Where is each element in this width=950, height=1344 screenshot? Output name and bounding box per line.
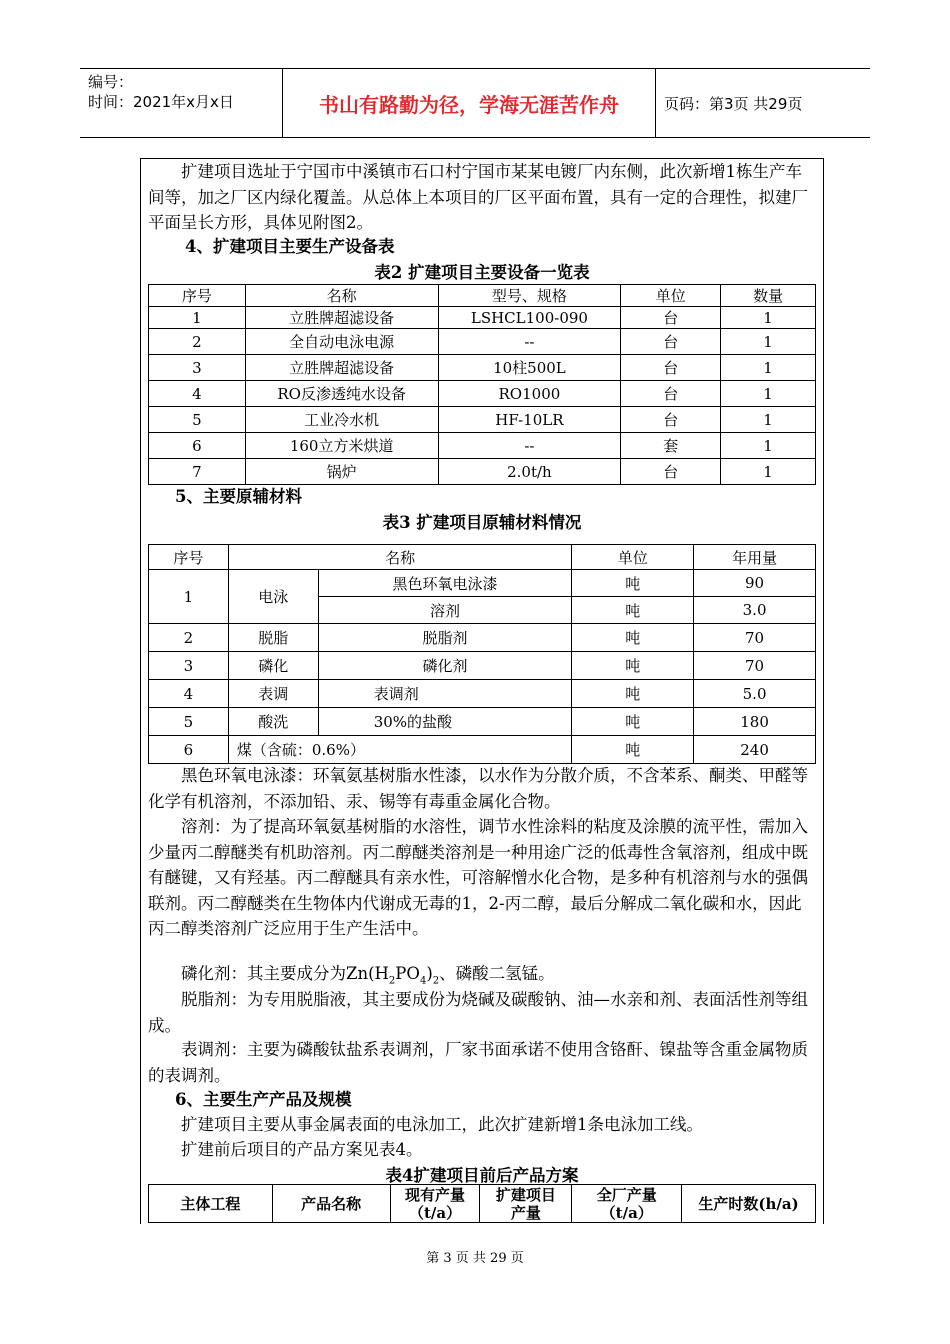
- t4-header-current-output: 现有产量 （t/a）: [390, 1185, 480, 1223]
- t3-header-unit: 单位: [572, 545, 694, 570]
- t2-cell: 工业冷水机: [245, 407, 438, 433]
- page-footer: 第 3 页 共 29 页: [426, 1251, 524, 1266]
- paragraph-degreasing: 脱脂剂：为专用脱脂液，其主要成份为烧碱及碳酸钠、油—水亲和剂、表面活性剂等组成。: [148, 990, 808, 1035]
- t2-cell: 台: [621, 329, 721, 355]
- t2-cell: 2.0t/h: [438, 459, 621, 485]
- t2-cell: 4: [149, 381, 246, 407]
- t3-header-qty: 年用量: [694, 545, 816, 570]
- t3-cell: 煤（含硫：0.6%）: [228, 736, 572, 764]
- t3-cell: 黑色环氧电泳漆: [318, 570, 572, 597]
- paragraph-products-1: 扩建项目主要从事金属表面的电泳加工，此次扩建新增1条电泳加工线。: [181, 1115, 703, 1134]
- t2-header-no: 序号: [149, 285, 246, 307]
- t2-cell: RO1000: [438, 381, 621, 407]
- page-header: [80, 68, 870, 138]
- t2-cell: HF-10LR: [438, 407, 621, 433]
- t2-cell: 1: [721, 355, 816, 381]
- t3-cell: 70: [694, 624, 816, 652]
- t2-cell: 套: [621, 433, 721, 459]
- paragraph-phosphating: 磷化剂：其主要成分为$Zn(H_2PO_4)_2$、磷酸二氢锰。: [181, 964, 555, 987]
- t3-cell: 2: [149, 624, 229, 652]
- section-6-heading: 6、主要生产产品及规模: [175, 1090, 352, 1109]
- t2-cell: 锅炉: [245, 459, 438, 485]
- t3-cell: 溶剂: [318, 597, 572, 624]
- t3-cell: 30%的盐酸: [318, 708, 572, 736]
- t4-header-expansion-output: 扩建项目 产量: [480, 1185, 572, 1223]
- t3-cell: 90: [694, 570, 816, 597]
- materials-table: [148, 544, 816, 764]
- t2-cell: 1: [721, 407, 816, 433]
- t2-header-model: 型号、规格: [438, 285, 621, 307]
- paragraph-products-2: 扩建前后项目的产品方案见表4。: [181, 1140, 423, 1159]
- t3-header-name: 名称: [228, 545, 572, 570]
- paragraph-solvent: 溶剂：为了提高环氧氨基树脂的水溶性，调节水性涂料的粘度及涂膜的流平性，需加入少量丙二醇醚类有机助溶剂。丙二醇醚类溶剂是一种用途广泛的低毒性含氧溶剂，组成中既有醚键，又有羟基。丙二醇醚具有亲水性，可溶解憎水化合物，是多种有机溶剂与水的强偶联剂。丙二醇醚类在生物体内代谢成无毒的1，2-丙二醇，最后分解成二氧化碳和水，因此丙二醇类溶剂广泛应用于生产生活中。: [148, 817, 808, 938]
- t3-cell: 吨: [572, 652, 694, 680]
- t2-cell: 台: [621, 307, 721, 329]
- t3-cell: 1: [149, 570, 229, 624]
- table-3-caption: 表3 扩建项目原辅材料情况: [382, 513, 582, 532]
- t3-cell: 70: [694, 652, 816, 680]
- t2-header-qty: 数量: [721, 285, 816, 307]
- t3-header-no: 序号: [149, 545, 229, 570]
- t2-cell: 台: [621, 459, 721, 485]
- t3-cell: 磷化剂: [318, 652, 572, 680]
- t2-cell: 台: [621, 381, 721, 407]
- t3-cell: 吨: [572, 624, 694, 652]
- table-2-caption: 表2 扩建项目主要设备一览表: [374, 263, 590, 282]
- t2-cell: 7: [149, 459, 246, 485]
- t3-cell: 电泳: [228, 570, 318, 624]
- t3-cell: 表调剂: [318, 680, 572, 708]
- t2-cell: 全自动电泳电源: [245, 329, 438, 355]
- section-5-heading: 5、主要原辅材料: [175, 487, 302, 506]
- t2-cell: 6: [149, 433, 246, 459]
- equipment-table: [148, 284, 816, 485]
- t2-cell: 160立方米烘道: [245, 433, 438, 459]
- table-row: [149, 459, 816, 485]
- t2-cell: 立胜牌超滤设备: [245, 355, 438, 381]
- t2-cell: 1: [721, 433, 816, 459]
- t3-cell: 5.0: [694, 680, 816, 708]
- t3-cell: 吨: [572, 736, 694, 764]
- t3-cell: 酸洗: [228, 708, 318, 736]
- t2-cell: 立胜牌超滤设备: [245, 307, 438, 329]
- t3-cell: 3: [149, 652, 229, 680]
- table-4-caption: 表4扩建项目前后产品方案: [385, 1166, 579, 1185]
- t2-cell: 1: [149, 307, 246, 329]
- t3-cell: 240: [694, 736, 816, 764]
- t4-header-product-name: 产品名称: [272, 1185, 390, 1223]
- t3-cell: 5: [149, 708, 229, 736]
- t2-cell: 2: [149, 329, 246, 355]
- t2-cell: 1: [721, 459, 816, 485]
- paragraph-surface-conditioner: 表调剂：主要为磷酸钛盐系表调剂，厂家书面承诺不使用含铬酐、镍盐等含重金属物质的表调剂。: [148, 1040, 808, 1085]
- t2-cell: 3: [149, 355, 246, 381]
- t4-header-main-project: 主体工程: [149, 1185, 273, 1223]
- header-page-info: 页码：第3页 共29页: [664, 94, 803, 113]
- table-row: [149, 355, 816, 381]
- t4-header-total-output: 全厂产量 （t/a）: [572, 1185, 682, 1223]
- header-motto: 书山有路勤为径，学海无涯苦作舟: [283, 69, 656, 137]
- intro-paragraph: 扩建项目选址于宁国市中溪镇市石口村宁国市某某电镀厂内东侧，此次新增1栋生产车间等，加之厂区内绿化覆盖。从总体上本项目的厂区平面布置，具有一定的合理性，拟建厂平面呈长方形，具体见附图2。: [148, 162, 808, 232]
- t2-header-name: 名称: [245, 285, 438, 307]
- t3-cell: 180: [694, 708, 816, 736]
- t3-cell: 吨: [572, 708, 694, 736]
- t2-cell: LSHCL100-090: [438, 307, 621, 329]
- t3-cell: 脱脂剂: [318, 624, 572, 652]
- t2-cell: 台: [621, 355, 721, 381]
- t2-cell: 台: [621, 407, 721, 433]
- t2-cell: --: [438, 329, 621, 355]
- t2-cell: 10柱500L: [438, 355, 621, 381]
- t3-cell: 6: [149, 736, 229, 764]
- t2-cell: --: [438, 433, 621, 459]
- t2-cell: 1: [721, 381, 816, 407]
- t3-cell: 磷化: [228, 652, 318, 680]
- t2-header-unit: 单位: [621, 285, 721, 307]
- products-table: [148, 1184, 816, 1223]
- t2-cell: 1: [721, 307, 816, 329]
- table-row: [149, 329, 816, 355]
- t3-cell: 3.0: [694, 597, 816, 624]
- t4-header-production-hours: 生产时数(h/a): [682, 1185, 816, 1223]
- table-row: [149, 433, 816, 459]
- t3-cell: 吨: [572, 570, 694, 597]
- t3-cell: 脱脂: [228, 624, 318, 652]
- t3-cell: 吨: [572, 597, 694, 624]
- t3-cell: 4: [149, 680, 229, 708]
- t3-cell: 表调: [228, 680, 318, 708]
- t2-cell: 1: [721, 329, 816, 355]
- paragraph-paint: 黑色环氧电泳漆：环氧氨基树脂水性漆，以水作为分散介质，不含苯系、酮类、甲醛等化学有机溶剂，不添加铅、汞、锡等有毒重金属化合物。: [148, 766, 808, 811]
- t3-cell: 吨: [572, 680, 694, 708]
- t2-cell: RO反渗透纯水设备: [245, 381, 438, 407]
- time-label: 时间：2021年x月x日: [88, 93, 234, 111]
- table-row: [149, 381, 816, 407]
- table-row: [149, 407, 816, 433]
- table-row: [149, 307, 816, 329]
- header-meta: [80, 69, 283, 137]
- t2-cell: 5: [149, 407, 246, 433]
- number-label: 编号：: [88, 73, 134, 91]
- section-4-heading: 4、扩建项目主要生产设备表: [185, 237, 395, 256]
